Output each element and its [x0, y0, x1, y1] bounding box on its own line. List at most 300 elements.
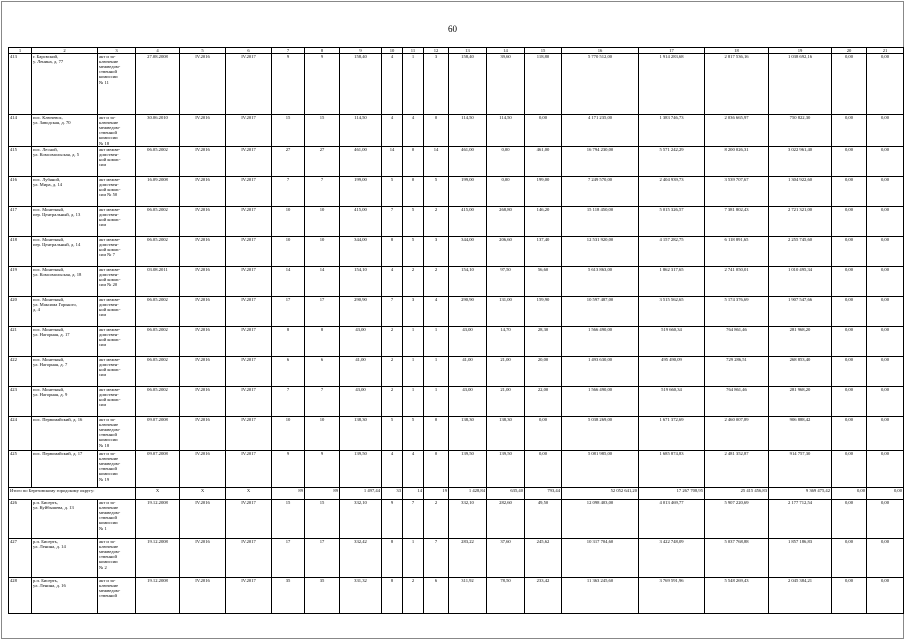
table-cell: 14 [424, 147, 449, 177]
table-cell: 0,00 [867, 297, 904, 327]
table-cell: 0,00 [832, 451, 867, 488]
table-cell: IV.2016 [180, 54, 226, 115]
table-cell: 2 255 745,60 [769, 237, 832, 267]
subtotal-cell: 19 [424, 488, 449, 500]
table-cell: 0 [403, 147, 424, 177]
table-cell: 5 571 242,29 [639, 147, 705, 177]
table-cell: 0,00 [832, 237, 867, 267]
table-cell: 27 [305, 147, 340, 177]
table-row [9, 578, 904, 614]
table-cell: IV.2017 [226, 207, 272, 237]
table-cell: 199,00 [525, 177, 562, 207]
table-cell: пос. Лесной, ул. Комсомольская, д. 5 [32, 147, 98, 177]
table-cell: IV.2017 [226, 237, 272, 267]
table-cell: 3 [424, 237, 449, 267]
table-cell: пос. Монетный, ул. Комсомольская, д. 18 [32, 267, 98, 297]
column-number-18: 18 [705, 48, 769, 54]
table-cell: акт и за- ключение межведом- ственной комиссии № 2 [98, 539, 136, 578]
table-cell: 5 [382, 177, 403, 207]
table-cell: IV.2017 [226, 417, 272, 451]
table-cell: IV.2016 [180, 451, 226, 488]
table-cell: 1 [403, 357, 424, 387]
table-cell: 4 013 469,77 [639, 500, 705, 539]
table-cell: 729 286,51 [705, 357, 769, 387]
table-cell: IV.2016 [180, 237, 226, 267]
table-cell: 281 968,20 [769, 387, 832, 417]
table-cell: 0,00 [832, 417, 867, 451]
table-cell: 2 [424, 207, 449, 237]
table-cell: 4 [382, 451, 403, 488]
table-cell: 3 [424, 54, 449, 115]
table-row [9, 147, 904, 177]
table-cell: 37,60 [487, 539, 525, 578]
table-cell: 4 [382, 267, 403, 297]
table-cell: IV.2017 [226, 115, 272, 147]
housing-register-table [8, 47, 904, 614]
table-cell: акт межве- домствен- ной комис- сии [98, 147, 136, 177]
table-cell: акт и за- ключение межведом- ственной комиссии № 18 [98, 115, 136, 147]
table-cell: 5 [403, 417, 424, 451]
table-cell: 2 036 665,97 [705, 115, 769, 147]
table-cell: 415 [9, 147, 32, 177]
table-cell: 5 037 768,88 [705, 539, 769, 578]
table-cell: 97,50 [487, 267, 525, 297]
table-cell: 0,00 [867, 177, 904, 207]
table-cell: пос. Монетный, пер. Центральный, д. 14 [32, 237, 98, 267]
table-cell: 8 [382, 539, 403, 578]
column-number-2: 2 [32, 48, 98, 54]
table-cell: 4 [424, 297, 449, 327]
table-cell: 10 [305, 237, 340, 267]
table-row [9, 387, 904, 417]
table-row [9, 237, 904, 267]
table-cell: пос. Монетный, пер. Центральный, д. 13 [32, 207, 98, 237]
table-cell: 5 [403, 237, 424, 267]
table-cell: пос. Монетный, ул. Максима Горького, д. 4 [32, 297, 98, 327]
table-cell: 1 383 746,73 [639, 115, 705, 147]
table-cell: 0,00 [867, 417, 904, 451]
table-cell: 22,00 [525, 387, 562, 417]
table-cell: 426 [9, 500, 32, 539]
table-cell: 0,00 [867, 500, 904, 539]
table-cell: 764 861,46 [705, 327, 769, 357]
table-cell: 3 422 748,09 [639, 539, 705, 578]
table-cell: 1 010 495,34 [769, 267, 832, 297]
table-cell: 19.12.2008 [136, 500, 180, 539]
table-cell: 03.08.2011 [136, 267, 180, 297]
table-cell: 131,00 [487, 297, 525, 327]
table-cell: 06.05.2002 [136, 147, 180, 177]
table-cell: IV.2016 [180, 387, 226, 417]
table-cell: 750 822,30 [769, 115, 832, 147]
table-cell: 10 317 704,60 [562, 539, 639, 578]
table-cell: 158,40 [449, 54, 487, 115]
table-cell: 1 [424, 357, 449, 387]
table-cell: 416 [9, 177, 32, 207]
table-cell: 0,00 [867, 115, 904, 147]
subtotal-cell: 0,00 [832, 488, 867, 500]
table-cell: 35 [272, 578, 305, 614]
table-cell: IV.2016 [180, 357, 226, 387]
table-cell: IV.2016 [180, 297, 226, 327]
table-cell: 14 [305, 267, 340, 297]
table-cell: 7 [403, 500, 424, 539]
table-cell: 5 [403, 207, 424, 237]
table-cell: IV.2016 [180, 539, 226, 578]
table-cell: 290,90 [449, 297, 487, 327]
table-cell: 6 118 891,65 [705, 237, 769, 267]
table-cell: 3 515 562,65 [639, 297, 705, 327]
table-cell: 7 [272, 387, 305, 417]
table-cell: 424 [9, 417, 32, 451]
table-cell: 519 660,34 [639, 327, 705, 357]
table-cell: 138,30 [449, 417, 487, 451]
table-cell: 41,00 [449, 357, 487, 387]
table-cell: 16 794 230,00 [562, 147, 639, 177]
table-cell: 2 [382, 387, 403, 417]
column-number-20: 20 [832, 48, 867, 54]
table-cell: 114,50 [340, 115, 382, 147]
table-cell: 0,00 [867, 147, 904, 177]
table-cell: 78,50 [487, 578, 525, 614]
table-cell: 4 [403, 115, 424, 147]
table-cell: 1 [403, 387, 424, 417]
table-cell: 06.05.2002 [136, 207, 180, 237]
subtotal-cell: 17 267 708,95 [639, 488, 705, 500]
table-cell: пос. Первомайский, д. 16 [32, 417, 98, 451]
table-cell: 10 [272, 207, 305, 237]
table-cell: 233,42 [525, 578, 562, 614]
table-cell: IV.2017 [226, 578, 272, 614]
table-row [9, 500, 904, 539]
table-cell: 21,00 [487, 357, 525, 387]
column-number-8: 8 [305, 48, 340, 54]
table-cell: 9 [382, 500, 403, 539]
table-cell: пос. Ключевск, ул. Заводская, д. 70 [32, 115, 98, 147]
table-row [9, 451, 904, 488]
table-row [9, 357, 904, 387]
table-cell: 154,10 [340, 267, 382, 297]
table-cell: 1 914 283,68 [639, 54, 705, 115]
table-cell: 0,00 [487, 147, 525, 177]
table-cell: 2 [382, 357, 403, 387]
table-cell: пос. Лубяной, ул. Мира, д. 14 [32, 177, 98, 207]
table-cell: 7 [272, 177, 305, 207]
table-cell: 15 [305, 115, 340, 147]
table-cell: 0,00 [832, 207, 867, 237]
table-cell: IV.2017 [226, 267, 272, 297]
table-cell: 0 [403, 177, 424, 207]
table-cell: IV.2016 [180, 578, 226, 614]
table-cell: 09.07.2008 [136, 451, 180, 488]
table-cell: 7 [424, 539, 449, 578]
table-cell: 5 907 220,69 [705, 500, 769, 539]
column-number-7: 7 [272, 48, 305, 54]
table-cell: 461,00 [340, 147, 382, 177]
table-cell: 415,00 [449, 207, 487, 237]
table-cell: 49,50 [525, 500, 562, 539]
table-cell: 332,42 [340, 539, 382, 578]
table-cell: 0,00 [832, 500, 867, 539]
table-cell: 419 [9, 267, 32, 297]
column-number-17: 17 [639, 48, 705, 54]
table-cell: 5 174 376,69 [705, 297, 769, 327]
table-cell: 14,70 [487, 327, 525, 357]
table-cell: 19.12.2008 [136, 539, 180, 578]
table-cell: 1 304 922,60 [769, 177, 832, 207]
table-cell: акт и за- ключение межведом- ственной комиссии № 19 [98, 451, 136, 488]
subtotal-cell: 1 428,84 [449, 488, 487, 500]
table-cell: 10 [305, 207, 340, 237]
table-cell: IV.2017 [226, 539, 272, 578]
table-cell: 4 [403, 451, 424, 488]
table-row [9, 267, 904, 297]
table-cell: IV.2016 [180, 177, 226, 207]
table-row [9, 297, 904, 327]
table-cell: 1 857 186,83 [769, 539, 832, 578]
table-cell: 427 [9, 539, 32, 578]
table-cell: 137,40 [525, 237, 562, 267]
table-cell: 0 [424, 115, 449, 147]
table-cell: акт межве- домствен- ной комис- сии № 50 [98, 177, 136, 207]
table-cell: IV.2016 [180, 417, 226, 451]
table-cell: 2 045 384,21 [769, 578, 832, 614]
table-cell: 19.12.2008 [136, 578, 180, 614]
table-cell: 12 531 920,00 [562, 237, 639, 267]
subtotal-cell: 33 [382, 488, 403, 500]
table-cell: 414 [9, 115, 32, 147]
table-cell: 39,60 [487, 54, 525, 115]
table-cell: акт и за- ключение межведом- ственной комиссии № 1 [98, 500, 136, 539]
table-cell: IV.2017 [226, 327, 272, 357]
table-cell: 2 460 007,89 [705, 417, 769, 451]
table-cell: 12 098 403,00 [562, 500, 639, 539]
table-cell: 9 [305, 451, 340, 488]
table-cell: р.п. Бисерть, ул. Ленина, д. 16 [32, 578, 98, 614]
table-cell: 14 [382, 147, 403, 177]
table-cell: 139,50 [340, 451, 382, 488]
table-cell: 268 853,40 [769, 357, 832, 387]
table-cell: 0,00 [832, 54, 867, 115]
table-cell: 4 157 282,75 [639, 237, 705, 267]
table-cell: 43,00 [340, 327, 382, 357]
subtotal-cell: 0,00 [867, 488, 904, 500]
table-cell: 906 888,42 [769, 417, 832, 451]
table-cell: 0,00 [867, 578, 904, 614]
table-cell: 17 [272, 297, 305, 327]
table-cell: 6 [272, 357, 305, 387]
column-number-14: 14 [487, 48, 525, 54]
column-number-10: 10 [382, 48, 403, 54]
table-cell: 331,32 [340, 578, 382, 614]
table-cell: 1 038 692,16 [769, 54, 832, 115]
table-cell: 20,00 [525, 357, 562, 387]
table-row [9, 177, 904, 207]
table-cell: 422 [9, 357, 32, 387]
table-cell: 3 539 707,67 [705, 177, 769, 207]
table-cell: 15 [305, 500, 340, 539]
table-cell: 6 [424, 578, 449, 614]
table-cell: IV.2016 [180, 327, 226, 357]
table-cell: 15 [272, 115, 305, 147]
table-cell: 43,00 [449, 387, 487, 417]
table-cell: акт и за- ключение межведом- ственной комиссии № 11 [98, 54, 136, 115]
table-cell: 0,00 [832, 297, 867, 327]
table-cell: 7 381 802,43 [705, 207, 769, 237]
table-cell: 311,92 [449, 578, 487, 614]
table-cell: 17 [305, 297, 340, 327]
table-cell: IV.2017 [226, 500, 272, 539]
table-cell: 154,10 [449, 267, 487, 297]
table-cell: 7 [305, 387, 340, 417]
table-cell: IV.2017 [226, 451, 272, 488]
table-cell: 06.05.2002 [136, 327, 180, 357]
table-cell: 1 685 874,83 [639, 451, 705, 488]
subtotal-cell: 793,44 [525, 488, 562, 500]
table-cell: 0,00 [832, 267, 867, 297]
subtotal-cell: 25 415 456,83 [705, 488, 769, 500]
subtotal-cell: X [136, 488, 180, 500]
table-cell: 425 [9, 451, 32, 488]
table-cell: 10 [272, 417, 305, 451]
table-cell: 268,80 [487, 207, 525, 237]
table-cell: 283,22 [449, 539, 487, 578]
table-cell: 0,00 [867, 237, 904, 267]
table-cell: 199,00 [449, 177, 487, 207]
table-cell: 1 [424, 327, 449, 357]
table-cell: 461,00 [449, 147, 487, 177]
table-cell: 2 [403, 267, 424, 297]
subtotal-cell: X [180, 488, 226, 500]
column-number-21: 21 [867, 48, 904, 54]
column-number-11: 11 [403, 48, 424, 54]
table-cell: 0,00 [867, 357, 904, 387]
table-cell: 0,00 [867, 54, 904, 115]
table-cell: 495 490,09 [639, 357, 705, 387]
table-cell: IV.2016 [180, 147, 226, 177]
table-cell: 17 [305, 539, 340, 578]
table-cell: акт межве- домствен- ной комис- сии № 20 [98, 267, 136, 297]
table-cell: 413 [9, 54, 32, 115]
table-cell: 7 [382, 207, 403, 237]
table-row [9, 539, 904, 578]
table-cell: 4 [382, 115, 403, 147]
column-number-9: 9 [340, 48, 382, 54]
table-cell: акт и за- ключение межведом- ственной комиссии № 18 [98, 417, 136, 451]
table-cell: 3 022 961,40 [769, 147, 832, 177]
table-cell: 7 [382, 297, 403, 327]
table-cell: 2 404 939,73 [639, 177, 705, 207]
table-cell: 1 [403, 327, 424, 357]
table-cell: 428 [9, 578, 32, 614]
table-cell: 17 [272, 539, 305, 578]
table-cell: 0,00 [525, 451, 562, 488]
table-cell: 0,00 [832, 539, 867, 578]
table-cell: 146,20 [525, 207, 562, 237]
table-cell: акт межве- домствен- ной комис- сии № 7 [98, 237, 136, 267]
table-cell: 245,62 [525, 539, 562, 578]
table-cell: 0,00 [832, 327, 867, 357]
table-cell: IV.2017 [226, 297, 272, 327]
subtotal-cell: 1 497,44 [340, 488, 382, 500]
table-cell: 15 [272, 500, 305, 539]
table-cell: акт межве- домствен- ной комис- сии [98, 207, 136, 237]
table-cell: IV.2017 [226, 54, 272, 115]
table-cell: 1 566 490,00 [562, 387, 639, 417]
table-cell: 0,00 [832, 357, 867, 387]
table-cell: 118,80 [525, 54, 562, 115]
table-cell: пос. Монетный, ул. Нагорная, д. 9 [32, 387, 98, 417]
table-cell: 0,00 [487, 177, 525, 207]
table-cell: 5 770 512,00 [562, 54, 639, 115]
table-cell: р.п. Бисерть, ул. Ленина, д. 14 [32, 539, 98, 578]
table-cell: IV.2016 [180, 115, 226, 147]
subtotal-row [9, 488, 904, 500]
table-cell: IV.2017 [226, 387, 272, 417]
table-cell: 415,00 [340, 207, 382, 237]
table-cell: 0 [424, 451, 449, 488]
table-cell: 4 171 235,00 [562, 115, 639, 147]
table-cell: 2 741 050,01 [705, 267, 769, 297]
table-cell: 7 249 570,00 [562, 177, 639, 207]
subtotal-cell: 14 [403, 488, 424, 500]
table-cell: 282,60 [487, 500, 525, 539]
table-cell: р.п. Бисерть, ул. Куйбышева, д. 13 [32, 500, 98, 539]
table-cell: 2 481 352,87 [705, 451, 769, 488]
subtotal-cell: 89 [305, 488, 340, 500]
table-cell: 332,10 [340, 500, 382, 539]
table-cell: 11 363 245,60 [562, 578, 639, 614]
table-cell: 0,00 [525, 115, 562, 147]
table-cell: IV.2016 [180, 500, 226, 539]
table-cell: 199,00 [340, 177, 382, 207]
table-cell: 1 [403, 54, 424, 115]
table-cell: 0,00 [867, 207, 904, 237]
table-cell: 5 613 863,00 [562, 267, 639, 297]
table-cell: 114,50 [449, 115, 487, 147]
table-cell: 206,60 [487, 237, 525, 267]
table-cell: IV.2016 [180, 207, 226, 237]
table-cell: 5 038 269,00 [562, 417, 639, 451]
table-cell: 0,00 [867, 267, 904, 297]
table-cell: пос. Монетный, ул. Нагорная, д. 7 [32, 357, 98, 387]
table-cell: 1 493 630,00 [562, 357, 639, 387]
table-row [9, 115, 904, 147]
table-cell: 8 200 026,31 [705, 147, 769, 177]
page-number: 60 [448, 24, 457, 34]
table-cell: 2 [424, 267, 449, 297]
table-cell: 10 [305, 417, 340, 451]
subtotal-cell: 89 [272, 488, 305, 500]
column-number-6: 6 [226, 48, 272, 54]
table-cell: 06.05.2002 [136, 387, 180, 417]
table-cell: 138,30 [340, 417, 382, 451]
table-cell: г. Барсвский, у. Ленина, д. 77 [32, 54, 98, 115]
table-cell: 290,90 [340, 297, 382, 327]
table-cell: 423 [9, 387, 32, 417]
table-cell: 114,50 [487, 115, 525, 147]
table-cell: 8 [272, 327, 305, 357]
table-cell: пос. Монетный, ул. Нагорная, д. 17 [32, 327, 98, 357]
table-row [9, 54, 904, 115]
table-cell: акт межве- домствен- ной комис- сии [98, 327, 136, 357]
table-cell: 461,00 [525, 147, 562, 177]
table-cell: 27.08.2008 [136, 54, 180, 115]
table-cell: 2 721 321,00 [769, 207, 832, 237]
column-number-3: 3 [98, 48, 136, 54]
table-cell: 0,00 [525, 417, 562, 451]
table-cell: 27 [272, 147, 305, 177]
